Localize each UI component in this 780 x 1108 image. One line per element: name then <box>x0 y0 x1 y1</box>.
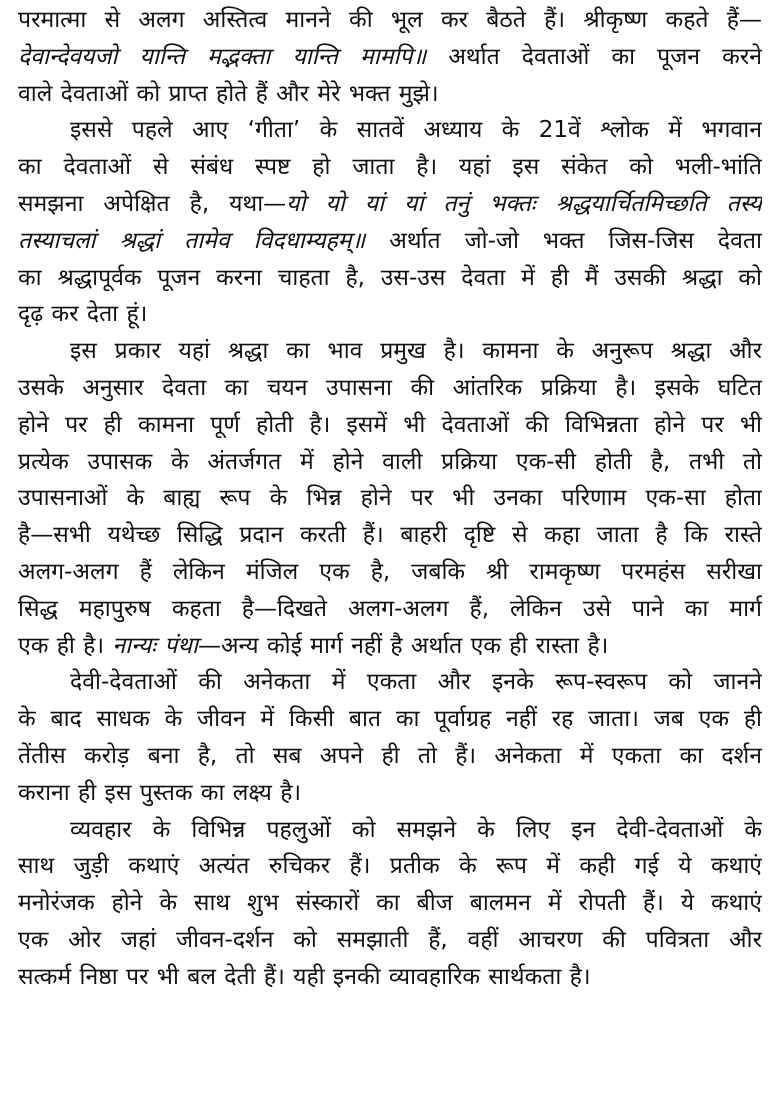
sanskrit-verse: यो यो यां यां तनुं भक्तः श्रद्धयार्चितमिच्छति तस्य <box>286 190 762 217</box>
text-line <box>18 628 762 665</box>
text-run: है—सभी यथेच्छ सिद्धि प्रदान करती हैं। बाहरी दृष्टि से कहा जाता है कि रास्ते <box>18 522 762 549</box>
text-line <box>18 922 762 959</box>
text-run: एक ही है। <box>18 632 113 659</box>
text-line <box>18 959 762 996</box>
text-line <box>18 149 762 186</box>
text-line <box>18 664 762 701</box>
text-run: कराना ही इस पुस्तक का लक्ष्य है। <box>18 779 302 806</box>
text-run: समझना अपेक्षित है, यथा— <box>18 190 287 217</box>
paragraph-4 <box>18 664 762 811</box>
text-run: सत्कर्म निष्ठा पर भी बल देती हैं। यही इनकी व्यावहारिक सार्थकता है। <box>18 963 591 990</box>
sanskrit-verse: देवान्देवयजो यान्ति मद्भक्ता यान्ति मामपि॥ <box>18 43 427 70</box>
text-run: एक ओर जहां जीवन-दर्शन को समझाती हैं, वहीं आचरण की पवित्रता और <box>18 926 762 953</box>
text-line <box>18 885 762 922</box>
text-line <box>18 260 762 297</box>
text-run: —अन्य कोई मार्ग नहीं है अर्थात एक ही रास्ता है। <box>197 632 609 659</box>
text-line <box>18 591 762 628</box>
text-run: वाले देवताओं को प्राप्त होते हैं और मेरे भक्त मुझे। <box>18 80 439 107</box>
text-run: का देवताओं से संबंध स्पष्ट हो जाता है। यहां इस संकेत को भली-भांति <box>18 154 762 181</box>
text-line <box>18 296 762 333</box>
paragraph-2 <box>18 112 762 333</box>
text-run: साथ जुड़ी कथाएं अत्यंत रुचिकर हैं। प्रतीक के रूप में कही गई ये कथाएं <box>18 853 762 880</box>
text-line <box>18 480 762 517</box>
text-run: दृढ़ कर देता हूं। <box>18 301 148 328</box>
paragraph-1 <box>18 2 762 112</box>
text-line <box>18 2 762 39</box>
text-run: अर्थात देवताओं का पूजन करने <box>426 43 762 70</box>
text-line <box>18 775 762 812</box>
text-line <box>18 333 762 370</box>
text-line <box>18 407 762 444</box>
text-run: परमात्मा से अलग अस्तित्व मानने की भूल कर बैठते हैं। श्रीकृष्ण कहते हैं— <box>18 7 762 33</box>
text-run: अर्थात जो-जो भक्त जिस-जिस देवता <box>365 227 762 254</box>
paragraph-3 <box>18 333 762 664</box>
text-line <box>18 848 762 885</box>
paragraph-5 <box>18 812 762 996</box>
text-run: प्रत्येक उपासक के अंतर्जगत में होने वाली प्रक्रिया एक-सी होती है, तभी तो <box>18 448 762 475</box>
text-line <box>18 370 762 407</box>
text-line <box>18 39 762 76</box>
text-run: तेंतीस करोड़ बना है, तो सब अपने ही तो हैं। अनेकता में एकता का दर्शन <box>18 742 762 769</box>
text-run: इस प्रकार यहां श्रद्धा का भाव प्रमुख है। कामना के अनुरूप श्रद्धा और <box>70 338 762 365</box>
document-page <box>18 2 762 1106</box>
text-line <box>18 517 762 554</box>
text-line <box>18 112 762 149</box>
text-line <box>18 76 762 113</box>
text-run: उपासनाओं के बाह्य रूप के भिन्न होने पर भी उनका परिणाम एक-सा होता <box>18 485 762 512</box>
text-run: का श्रद्धापूर्वक पूजन करना चाहता है, उस-उस देवता में ही मैं उसकी श्रद्धा को <box>18 264 762 291</box>
sanskrit-verse: तस्याचलां श्रद्धां तामेव विदधाम्यहम्॥ <box>18 227 366 254</box>
text-line <box>18 701 762 738</box>
text-run: मनोरंजक होने के साथ शुभ संस्कारों का बीज बालमन में रोपती हैं। ये कथाएं <box>18 890 762 917</box>
text-line <box>18 738 762 775</box>
text-run: सिद्ध महापुरुष कहता है—दिखते अलग-अलग हैं, लेकिन उसे पाने का मार्ग <box>18 595 762 622</box>
text-run: के बाद साधक के जीवन में किसी बात का पूर्वाग्रह नहीं रह जाता। जब एक ही <box>18 706 762 733</box>
text-run: इससे पहले आए ‘गीता’ के सातवें अध्याय के 21वें श्लोक में भगवान <box>70 117 762 144</box>
sanskrit-verse: नान्यः पंथा <box>112 632 198 659</box>
text-run: व्यवहार के विभिन्न पहलुओं को समझने के लिए इन देवी-देवताओं के <box>70 816 762 843</box>
text-line <box>18 223 762 260</box>
text-line <box>18 554 762 591</box>
text-run: उसके अनुसार देवता का चयन उपासना की आंतरिक प्रक्रिया है। इसके घटित <box>18 374 762 401</box>
text-run: अलग-अलग हैं लेकिन मंजिल एक है, जबकि श्री रामकृष्ण परमहंस सरीखा <box>18 558 762 585</box>
text-run: होने पर ही कामना पूर्ण होती है। इसमें भी देवताओं की विभिन्नता होने पर भी <box>18 411 762 438</box>
text-line <box>18 444 762 481</box>
text-line <box>18 186 762 223</box>
text-run: देवी-देवताओं की अनेकता में एकता और इनके रूप-स्वरूप को जानने <box>70 669 762 696</box>
text-line <box>18 812 762 849</box>
